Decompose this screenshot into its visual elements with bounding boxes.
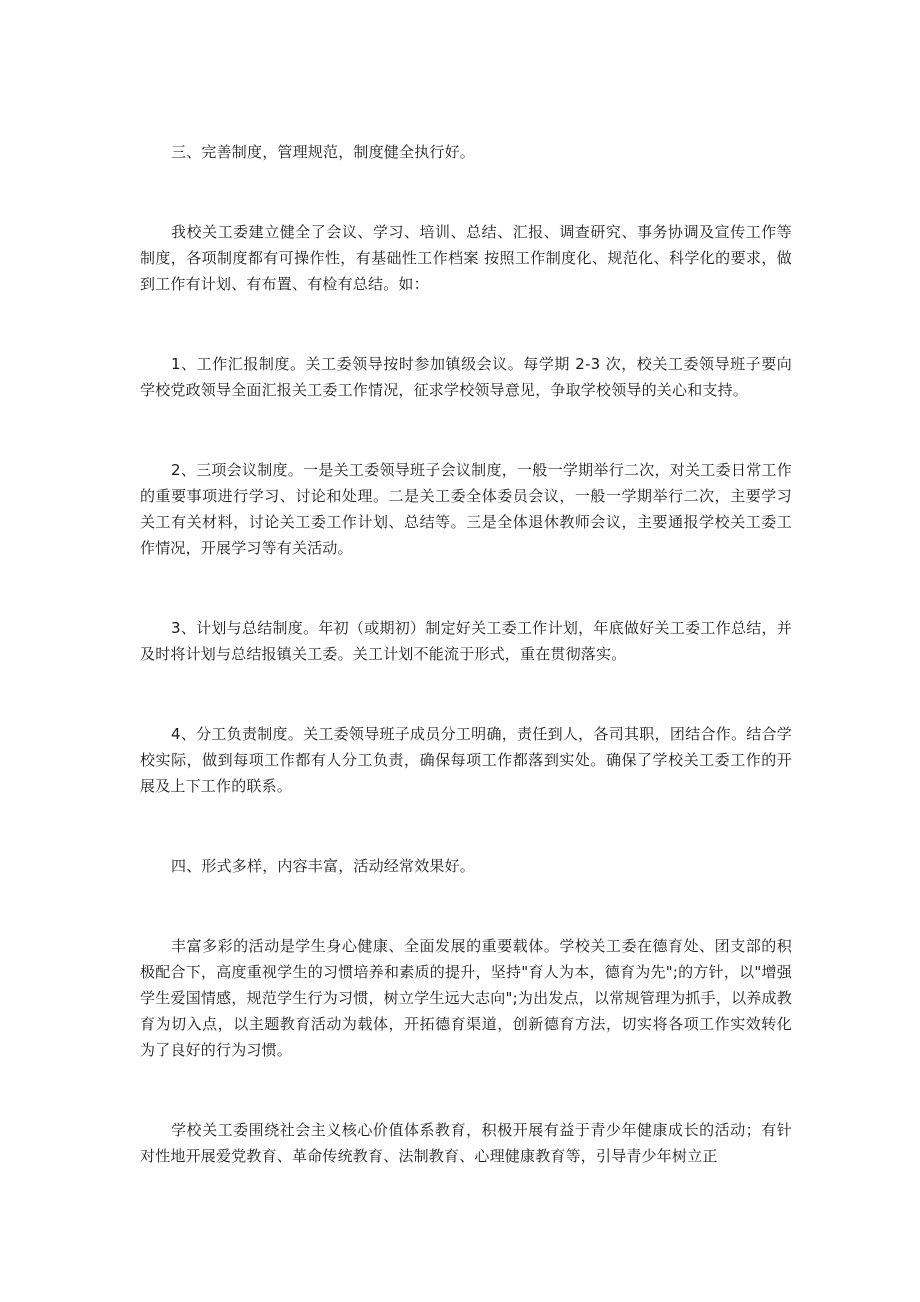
paragraph-system-overview: 我校关工委建立健全了会议、学习、培训、总结、汇报、调查研究、事务协调及宣传工作等制度，各项制度都有可操作性，有基础性工作档案 按照工作制度化、规范化、科学化的要求，做到工作有计划、有布置、有检有总结。如： bbox=[140, 223, 792, 293]
paragraph-activities: 丰富多彩的活动是学生身心健康、全面发展的重要载体。学校关工委在德育处、团支部的积极配合下，高度重视学生的习惯培养和素质的提升，坚持"育人为本，德育为先";的方针，以"增强学生爱国情感，规范学生行为习惯，树立学生远大志向";为出发点，以常规管理为抓手，以养成教育为切入点，以主题教育活动为载体，开拓德育渠道，创新德育方法，切实将各项工作实效转化为了良好的行为习惯。 bbox=[140, 937, 792, 1059]
document-body bbox=[140, 139, 792, 1169]
paragraph-item-1: 1、工作汇报制度。关工委领导按时参加镇级会议。每学期 2-3 次，校关工委领导班子要向学校党政领导全面汇报关工委工作情况，征求学校领导意见，争取学校领导的关心和支持。 bbox=[140, 355, 792, 399]
section-heading-3: 三、完善制度，管理规范，制度健全执行好。 bbox=[171, 143, 476, 161]
section-heading-4: 四、形式多样，内容丰富，活动经常效果好。 bbox=[171, 857, 476, 875]
paragraph-item-4: 4、分工负责制度。关工委领导班子成员分工明确，责任到人，各司其职，团结合作。结合学校实际，做到每项工作都有人分工负责，确保每项工作都落到实处。确保了学校关工委工作的开展及上下工作的联系。 bbox=[140, 725, 792, 795]
paragraph-item-2: 2、三项会议制度。一是关工委领导班子会议制度，一般一学期举行二次，对关工委日常工作的重要事项进行学习、讨论和处理。二是关工委全体委员会议，一般一学期举行二次，主要学习关工有关材料，讨论关工委工作计划、总结等。三是全体退休教师会议，主要通报学校关工委工作情况，开展学习等有关活动。 bbox=[140, 461, 792, 557]
paragraph-item-3: 3、计划与总结制度。年初（或期初）制定好关工委工作计划，年底做好关工委工作总结，并及时将计划与总结报镇关工委。关工计划不能流于形式，重在贯彻落实。 bbox=[140, 619, 792, 663]
paragraph-core-values: 学校关工委围绕社会主义核心价值体系教育，积极开展有益于青少年健康成长的活动；有针对性地开展爱党教育、革命传统教育、法制教育、心理健康教育等，引导青少年树立正 bbox=[140, 1121, 792, 1165]
